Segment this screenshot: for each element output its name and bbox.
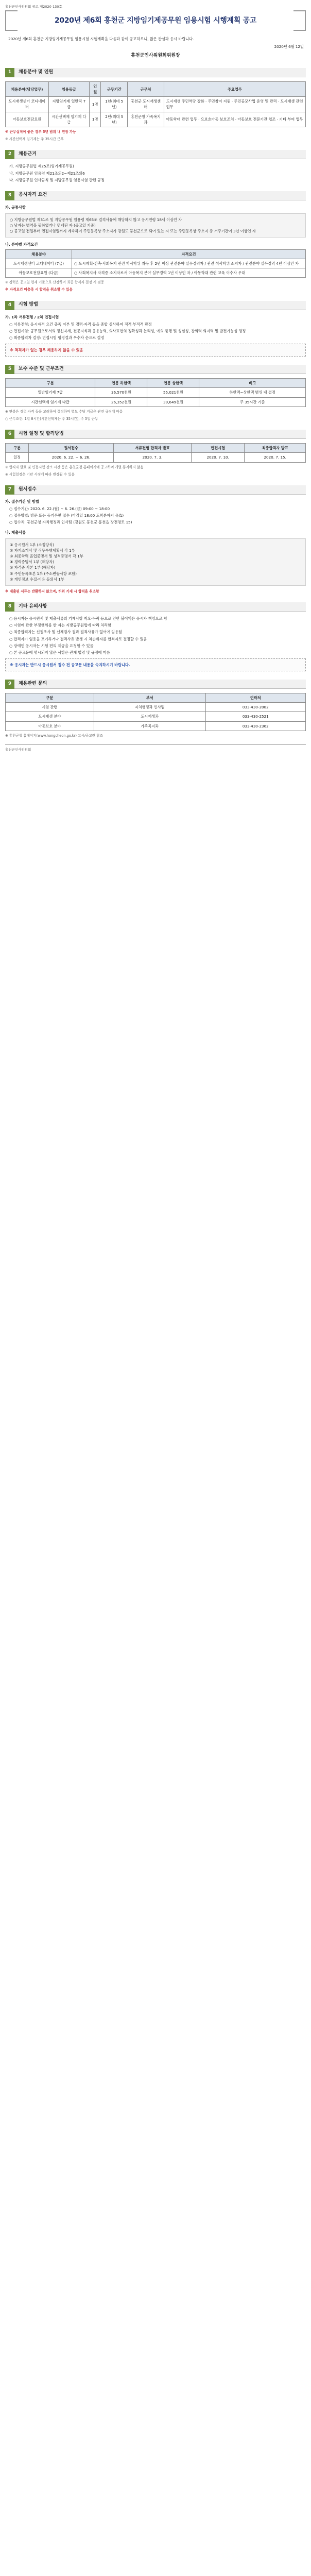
notice-page — [5, 0, 306, 762]
section-header-6: 6 시험 일정 및 합격방법 — [5, 430, 306, 439]
schedule-table: 구분 원서접수 서류전형 합격자 발표 면접시험 최종합격자 발표 일정 2020. 6. 22. ~ 6. 26. 2020. 7. 3. 2020. 7. 10. 2020. 7. 15. — [5, 443, 306, 462]
exam-method-title: 가. 1차 서류전형 / 2차 면접시험 — [5, 314, 59, 319]
etc-list — [5, 616, 306, 655]
exam-method-list — [5, 321, 306, 341]
issuing-organization: 홍천군인사위원회위원장 — [131, 53, 180, 59]
docs-title: 나. 제출서류 — [5, 530, 26, 535]
list-item: ○ 면접시험: 공무원으로서의 정신자세, 전문지식과 응용능력, 의사표현의 정확성과 논리성, 예의·품행 및 성실성, 창의력·의지력 및 발전가능성 평정 — [9, 328, 246, 333]
pay-note: ※ 연봉은 경력·자격 등을 고려하여 결정하며 별도 수당 지급은 관련 규정에 따름 — [5, 409, 123, 414]
exam-callout: ※ 적격자가 없는 경우 채용하지 않을 수 있음 — [5, 344, 306, 357]
recruit-table: 채용분야(담당업무) 임용등급 인원 근무기간 근무처 주요업무 도시재생센터 코디네이터 지방임기제 일반직 7급 1명 1년(최대 5년) 홍천군 도시재생센터 도시재생 주민역량 강화 · 주민참여 지원 · 주민공모사업 운영 및 관리 · 도시재생 관련 업무 아동보호전담요원 시간선택제 임기제 다급 1명 2년(최대 5년) 홍천군청 가족복지과 아동학대 관련 업무 · 요보호아동 보호조치 · 아동보호 전문기관 협조 · 기타 부여 업무 — [5, 81, 306, 127]
section-header-3: 3 응시자격 요건 — [5, 191, 306, 200]
list-item: ○ 합격자가 임용을 포기하거나 결격사유 발생 시 차순위자를 합격자로 결정할 수 있음 — [9, 636, 147, 641]
list-item: ④ 경력증명서 1부 (해당자) — [10, 560, 54, 565]
table-row: 아동보호전담요원 시간선택제 임기제 다급 1명 2년(최대 5년) 홍천군청 가족복지과 아동학대 관련 업무 · 요보호아동 보호조치 · 아동보호 전문기관 협조 · 기타 부여 업무 — [6, 112, 306, 127]
intro-text: 2020년 제6회 홍천군 지방임기제공무원 임용시험 시행계획을 다음과 같이 공고하오니, 많은 관심과 응시 바랍니다. — [8, 36, 194, 41]
table-row: 시험 관련 자치행정과 인사팀 033-430-2082 — [6, 703, 306, 712]
recruit-note: ※ 시간선택제 임기제는 주 35시간 근무 — [5, 137, 64, 142]
list-item: ⑥ 주민등록초본 1부 (주소변동사항 포함) — [10, 571, 77, 576]
schedule-note: ※ 시험일정은 기관 사정에 따라 변경될 수 있음 — [5, 472, 75, 477]
notice-number: 홍천군인사위원회 공고 제2020-130호 — [5, 5, 62, 9]
docs-note: ※ 제출된 서류는 반환하지 않으며, 허위 기재 시 합격을 취소함 — [5, 589, 99, 594]
list-item: ○ 시험에 관한 부정행위를 한 자는 지방공무원법에 따라 처리함 — [9, 623, 112, 628]
list-item: ⑦ 개인정보 수집·이용 동의서 1부 — [10, 577, 64, 582]
schedule-note: ※ 합격자 발표 및 면접시험 장소·시간 등은 홍천군청 홈페이지에 공고하며 개별 통지하지 않음 — [5, 465, 144, 469]
apply-title: 가. 접수기간 및 방법 — [5, 499, 39, 504]
notice-date: 2020년 6월 12일 — [274, 44, 304, 49]
list-item: 가. 지방공무원법 제25조(임기제공무원) — [9, 164, 74, 169]
qual-common-box — [5, 213, 306, 238]
pay-note: ○ 근무조건: 1일 8시간(시간선택제는 주 35시간), 주 5일 근무 — [5, 417, 98, 421]
section-header-8: 8 기타 유의사항 — [5, 602, 306, 612]
docs-box — [5, 538, 306, 586]
list-item: ○ 남자는 병역을 필하였거나 면제된 자 (공고일 기준) — [10, 223, 96, 228]
table-row: 도시재생센터 코디네이터 지방임기제 일반직 7급 1명 1년(최대 5년) 홍천군 도시재생센터 도시재생 주민역량 강화 · 주민참여 지원 · 주민공모사업 운영 및 관리 · 도시재생 관련 업무 — [6, 97, 306, 112]
list-item: ○ 최종합격자 결정: 면접시험 평정결과 우수자 순으로 결정 — [9, 335, 105, 340]
list-item: ② 자기소개서 및 직무수행계획서 각 1부 — [10, 548, 75, 553]
section-header-2: 2 채용근거 — [5, 150, 306, 159]
qual-common-title: 가. 공통사항 — [5, 205, 26, 210]
table-row: 아동보호전담요원 (다급) ○ 사회복지사 자격증 소지자로서 아동복지 분야 실무경력 1년 이상인 자 / 아동학대 관련 교육 이수자 우대 — [6, 268, 306, 277]
list-item: ○ 서류전형: 응시자격 요건 충족 여부 및 경력·자격 등을 종합 심사하여 적격·부적격 판정 — [9, 321, 152, 327]
section-header-9: 9 채용관련 문의 — [5, 680, 306, 689]
basis-list — [5, 163, 306, 182]
table-row: 시간선택제 임기제 다급 26,352천원 39,649천원 주 35시간 기준 — [6, 397, 306, 406]
contact-table: 구분 부서 연락처 시험 관련 자치행정과 인사팀 033-430-2082 도시재생 분야 도시재생과 033-430-2521 아동보호 분야 가족복지과 033-430-2362 — [5, 693, 306, 731]
list-item: ○ 접수처: 홍천군청 자치행정과 인사팀 (강원도 홍천군 홍천읍 장전평로 15) — [9, 520, 132, 525]
list-item: ○ 본 공고문에 명시되지 않은 사항은 관계 법령 및 규정에 따름 — [9, 650, 110, 655]
qual-note: ※ 자격요건 미충족 시 합격을 취소할 수 있음 — [5, 287, 73, 292]
qual-note: ※ 경력은 공고일 현재 기준으로 산정하며 최종 합격자 결정 시 검증 — [5, 280, 105, 285]
etc-callout: ※ 응시자는 반드시 응시원서 접수 전 공고문 내용을 숙지하시기 바랍니다. — [5, 658, 306, 671]
list-item: ① 응시원서 1부 (소정양식) — [10, 542, 54, 547]
pay-table: 구분 연봉 하한액 연봉 상한액 비고 일반임기제 7급 36,570천원 55,021천원 하한액~상한액 범위 내 결정 시간선택제 임기제 다급 26,352천원 39,649천원 주 35시간 기준 — [5, 378, 306, 406]
list-item: ⑤ 자격증 사본 1부 (해당자) — [10, 565, 56, 570]
section-header-4: 4 시험 방법 — [5, 301, 306, 310]
section-header-1: 1 채용분야 및 인원 — [5, 68, 306, 77]
apply-list — [5, 506, 306, 525]
title-box — [5, 10, 306, 31]
list-item: 다. 지방공무원 인사규칙 및 지방공무원 임용시험 관련 규정 — [9, 177, 105, 182]
table-row: 일반임기제 7급 36,570천원 55,021천원 하한액~상한액 범위 내 결정 — [6, 388, 306, 397]
footer: 홍천군인사위원회 — [5, 744, 306, 752]
contact-note: ※ 홍천군청 홈페이지(www.hongcheon.go.kr) 고시/공고란 참조 — [5, 733, 103, 738]
list-item: ○ 장애인 응시자는 시험 편의 제공을 요청할 수 있음 — [9, 643, 94, 648]
table-row: 도시재생 분야 도시재생과 033-430-2521 — [6, 712, 306, 721]
section-header-5: 5 보수 수준 및 근무조건 — [5, 365, 306, 374]
list-item: ○ 접수방법: 방문 또는 등기우편 접수 (마감일 18:00 도착분까지 유효) — [9, 513, 124, 518]
list-item: 나. 지방공무원 임용령 제21조의2~제21조의6 — [9, 171, 85, 176]
table-row: 도시재생센터 코디네이터 (7급) ○ 도시계획·건축·사회복지 관련 학사학위 취득 후 2년 이상 관련분야 실무경력자 / 관련 석사학위 소지자 / 관련분야 실무경력 4년 이상인 자 — [6, 259, 306, 268]
list-item: ○ 공고일 전일부터 면접시험일까지 계속하여 주민등록상 주소지가 강원도 홍천군으로 되어 있는 자 또는 주민등록상 주소지 총 거주기간이 3년 이상인 자 — [10, 229, 256, 234]
qualification-table: 채용분야 자격요건 도시재생센터 코디네이터 (7급) ○ 도시계획·건축·사회복지 관련 학사학위 취득 후 2년 이상 관련분야 실무경력자 / 관련 석사학위 소지자 / 관련분야 실무경력 4년 이상인 자 아동보호전담요원 (다급) ○ 사회복지사 자격증 소지자로서 아동복지 분야 실무경력 1년 이상인 자 / 아동학대 관련 교육 이수자 우대 — [5, 249, 306, 278]
list-item: ○ 최종합격자는 신원조사 및 신체검사 결과 결격사유가 없어야 임용됨 — [9, 630, 122, 635]
list-item: ○ 접수기간: 2020. 6. 22.(월) ~ 6. 26.(금) 09:00 ~ 18:00 — [9, 506, 110, 512]
qual-field-title: 나. 분야별 자격요건 — [5, 242, 38, 247]
table-row: 아동보호 분야 가족복지과 033-430-2362 — [6, 721, 306, 731]
list-item: ○ 응시자는 응시원서 및 제출서류의 기재사항 착오·누락 등으로 인한 불이익은 응시자 책임으로 함 — [9, 616, 167, 621]
section-header-7: 7 원서접수 — [5, 485, 306, 495]
page-title: 2020년 제6회 홍천군 지방임기제공무원 임용시험 시행계획 공고 — [54, 16, 257, 25]
recruit-note: ※ 근무실적이 좋은 경우 5년 범위 내 연장 가능 — [5, 129, 76, 134]
list-item: ③ 최종학력 졸업증명서 및 성적증명서 각 1부 — [10, 554, 83, 559]
table-row: 일정 2020. 6. 22. ~ 6. 26. 2020. 7. 3. 2020. 7. 10. 2020. 7. 15. — [6, 453, 306, 462]
list-item: ○ 지방공무원법 제31조 및 지방공무원 임용령 제65조 결격사유에 해당하지 않고 응시연령 18세 이상인 자 — [10, 217, 182, 222]
